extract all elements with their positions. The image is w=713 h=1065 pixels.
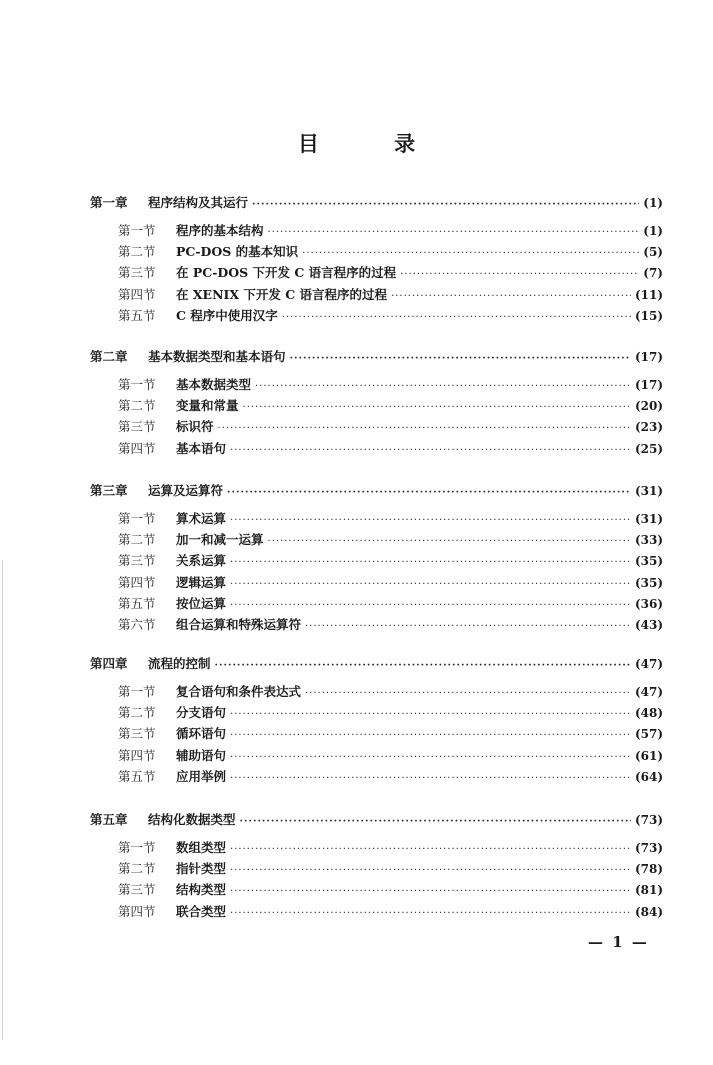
section-number: 第五节	[118, 768, 156, 784]
section-page-ref: (15)	[634, 308, 663, 323]
section-page-ref: (81)	[634, 883, 663, 898]
chapter-page-ref: (1)	[643, 196, 663, 210]
section-title: 算术运算	[176, 511, 227, 526]
dot-leader	[255, 377, 631, 397]
section-page-ref: (57)	[634, 727, 663, 742]
dot-leader	[268, 532, 631, 552]
section-title: 在 XENIX 下开发 C 语言程序的过程	[176, 286, 388, 302]
dot-leader	[282, 308, 631, 328]
section-number: 第二节	[118, 398, 156, 414]
section-page-ref: (20)	[634, 399, 663, 414]
chapter-title: 程序结构及其运行	[148, 195, 249, 210]
scan-margin-line	[2, 560, 3, 1040]
section-number: 第二节	[118, 244, 156, 260]
chapter-entry	[90, 347, 663, 367]
section-title: 基本语句	[176, 440, 227, 456]
section-number: 第五节	[118, 595, 156, 611]
section-entry	[118, 509, 663, 529]
section-title: 循环语句	[176, 726, 227, 742]
section-page-ref: (36)	[634, 596, 663, 611]
section-number: 第二节	[118, 705, 156, 721]
section-page-ref: (84)	[634, 904, 663, 919]
dot-leader	[230, 726, 631, 746]
chapter-title: 结构化数据类型	[148, 812, 236, 827]
chapter-page-ref: (47)	[634, 657, 663, 671]
section-entry	[118, 573, 663, 593]
dot-leader	[240, 812, 631, 832]
section-title: 关系运算	[176, 553, 227, 569]
section-title: 在 PC-DOS 下开发 C 语言程序的过程	[176, 265, 397, 281]
section-title: PC-DOS 的基本知识	[176, 244, 299, 260]
dot-leader	[230, 840, 631, 860]
section-entry	[118, 306, 663, 326]
section-entry	[118, 375, 663, 395]
section-entry	[118, 263, 663, 283]
section-entry	[118, 551, 663, 571]
dot-leader	[230, 441, 631, 461]
section-entry	[118, 594, 663, 614]
page-number: — 1 —	[588, 933, 649, 951]
dot-leader	[215, 656, 631, 676]
chapter-number: 第一章	[90, 195, 128, 210]
section-title: 分支语句	[176, 705, 227, 721]
chapter-number: 第二章	[90, 349, 128, 364]
chapter-page-ref: (31)	[634, 484, 663, 498]
section-title: 逻辑运算	[176, 574, 227, 590]
section-number: 第一节	[118, 223, 156, 238]
section-page-ref: (35)	[634, 554, 663, 569]
dot-leader	[302, 244, 639, 264]
section-title: 加一和减一运算	[176, 532, 264, 548]
section-page-ref: (31)	[634, 512, 663, 526]
section-number: 第四节	[118, 286, 156, 302]
section-number: 第六节	[118, 617, 156, 632]
section-page-ref: (5)	[643, 245, 663, 260]
section-page-ref: (61)	[634, 748, 663, 763]
chapter-title: 运算及运算符	[148, 483, 224, 498]
section-title: 程序的基本结构	[176, 223, 264, 238]
dot-leader	[243, 398, 631, 418]
section-title: 结构类型	[176, 882, 227, 898]
section-number: 第一节	[118, 840, 156, 855]
section-page-ref: (78)	[634, 862, 663, 877]
section-number: 第三节	[118, 265, 156, 281]
section-number: 第一节	[118, 377, 156, 392]
section-entry	[118, 682, 663, 702]
chapter-title: 基本数据类型和基本语句	[148, 349, 286, 364]
section-entry	[118, 285, 663, 305]
dot-leader	[230, 553, 631, 573]
section-number: 第四节	[118, 747, 156, 763]
dot-leader	[227, 483, 631, 503]
section-number: 第二节	[118, 861, 156, 877]
section-page-ref: (25)	[634, 441, 663, 456]
section-title: 辅助语句	[176, 747, 227, 763]
dot-leader	[230, 882, 631, 902]
section-page-ref: (48)	[634, 706, 663, 721]
section-number: 第二节	[118, 532, 156, 548]
chapter-entry	[90, 810, 663, 830]
section-entry	[118, 221, 663, 241]
section-title: 应用举例	[176, 768, 227, 784]
dot-leader	[230, 575, 631, 595]
page-title: 目 录	[297, 131, 450, 156]
dot-leader	[391, 287, 631, 307]
section-entry	[118, 767, 663, 787]
section-number: 第四节	[118, 574, 156, 590]
section-entry	[118, 530, 663, 550]
dot-leader	[400, 265, 639, 285]
chapter-page-ref: (17)	[634, 350, 663, 364]
section-number: 第三节	[118, 882, 156, 898]
section-number: 第三节	[118, 553, 156, 569]
section-page-ref: (35)	[634, 575, 663, 590]
section-page-ref: (23)	[634, 420, 663, 435]
chapter-entry	[90, 193, 663, 213]
dot-leader	[305, 617, 631, 637]
dot-leader	[230, 511, 631, 531]
section-entry	[118, 703, 663, 723]
section-number: 第五节	[118, 307, 156, 323]
section-entry	[118, 242, 663, 262]
chapter-number: 第五章	[90, 812, 128, 827]
dot-leader	[230, 904, 631, 924]
section-page-ref: (64)	[634, 769, 663, 784]
dot-leader	[218, 419, 631, 439]
dot-leader	[290, 349, 631, 369]
dot-leader	[305, 684, 631, 704]
chapter-entry	[90, 481, 663, 501]
section-title: 组合运算和特殊运算符	[176, 617, 302, 632]
dot-leader	[230, 769, 631, 789]
section-entry	[118, 396, 663, 416]
section-page-ref: (1)	[643, 224, 663, 238]
section-page-ref: (11)	[634, 287, 663, 302]
section-entry	[118, 880, 663, 900]
dot-leader	[230, 705, 631, 725]
section-title: C 程序中使用汉字	[176, 307, 278, 323]
dot-leader	[268, 223, 640, 243]
section-number: 第一节	[118, 511, 156, 526]
dot-leader	[252, 195, 639, 215]
section-title: 指针类型	[176, 861, 227, 877]
section-page-ref: (17)	[634, 378, 663, 392]
section-page-ref: (43)	[634, 618, 663, 632]
chapter-entry	[90, 654, 663, 674]
section-page-ref: (7)	[643, 266, 663, 281]
section-number: 第一节	[118, 684, 156, 699]
section-title: 数组类型	[176, 840, 227, 855]
section-title: 标识符	[176, 419, 214, 435]
section-number: 第四节	[118, 440, 156, 456]
dot-leader	[230, 596, 631, 616]
dot-leader	[230, 748, 631, 768]
section-entry	[118, 724, 663, 744]
section-entry	[118, 417, 663, 437]
section-title: 复合语句和条件表达式	[176, 684, 302, 699]
chapter-page-ref: (73)	[634, 813, 663, 827]
chapter-title: 流程的控制	[148, 656, 211, 671]
section-page-ref: (73)	[634, 841, 663, 855]
section-title: 按位运算	[176, 595, 227, 611]
section-entry	[118, 859, 663, 879]
section-number: 第三节	[118, 419, 156, 435]
section-number: 第三节	[118, 726, 156, 742]
section-entry	[118, 615, 663, 635]
chapter-number: 第三章	[90, 483, 128, 498]
section-entry	[118, 439, 663, 459]
section-number: 第四节	[118, 903, 156, 919]
section-title: 基本数据类型	[176, 377, 252, 392]
section-entry	[118, 746, 663, 766]
section-page-ref: (47)	[634, 685, 663, 699]
dot-leader	[230, 861, 631, 881]
chapter-number: 第四章	[90, 656, 128, 671]
section-entry	[118, 902, 663, 922]
section-title: 变量和常量	[176, 398, 239, 414]
section-title: 联合类型	[176, 903, 227, 919]
section-page-ref: (33)	[634, 533, 663, 548]
section-entry	[118, 838, 663, 858]
